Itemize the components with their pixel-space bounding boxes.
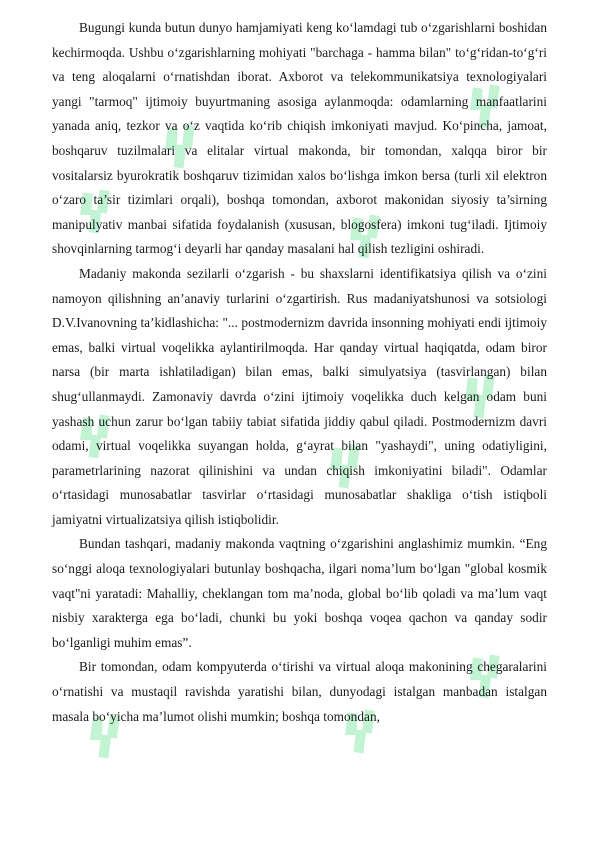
paragraph: Madaniy makonda sezilarli o‘zgarish - bu shaxslarni identifikatsiya qilish va o‘zini namoyon qilishning an’anaviy turlarini o‘zgartirish. Rus madaniyatshunosi va sotsiologi D.V.Ivanovning ta’kidlashicha: "... postmodernizm davrida insonning mohiyati endi ijtimoiy emas, balki virtual voqelikka aylantirilmoqda. Har qanday virtual haqiqatda, odam biror narsa (bir marta ishlatiladigan) bilan emas, balki simulyatsiya (tasvirlangan) bilan shug‘ullanmaydi. Zamonaviy davrda o‘zini ijtimoiy voqelikka duch kelgan odam buni yashash uchun zarur bo‘lgan tabiiy tabiat sifatida jiddiy qabul qiladi. Postmodernizm davri odami, virtual voqelikka suyangan holda, g‘ayrat bilan "yashaydi", uning odatiyligini, parametrlarining nazorat qilinishini va undan chiqish imkoniyatini biladi". Odamlar o‘rtasidagi munosabatlar tasvirlar o‘rtasidagi munosabatlar shakliga o‘tish istiqboli jamiyatni virtualizatsiya qilish istiqbolidir. <box>52 265 547 527</box>
paragraph: Bundan tashqari, madaniy makonda vaqtning o‘zgarishini anglashimiz mumkin. “Eng so‘nggi aloqa texnologiyalari butunlay boshqacha, ilgari noma’lum bo‘lgan "global kosmik vaqt"ni yaratadi: Mahalliy, cheklangan tom ma’noda, global bo‘lib qoladi va ma’lum vaqt nisbiy xarakterga ega bo‘ladi, chunki bu yoki boshqa voqea qachon va qanday sodir bo‘lganligi muhim emas”. <box>52 536 547 650</box>
paragraph: Bir tomondan, odam kompyuterda o‘tirishi va virtual aloqa makonining chegaralarini o‘rnatishi va mustaqil ravishda yaratishi bilan, dunyodagi istalgan manbadan istalgan masala bo‘yicha ma’lumot olishi mumkin; boshqa tomondan, <box>52 659 547 724</box>
paragraph: Bugungi kunda butun dunyo hamjamiyati keng ko‘lamdagi tub o‘zgarishlarni boshidan kechirmoqda. Ushbu o‘zgarishlarning mohiyati "barchaga - hamma bilan" to‘g‘ridan-to‘g‘ri va teng aloqalarni o‘rnatishdan iborat. Axborot va telekommunikatsiya texnologiyalari yangi "tarmoq" ijtimoiy buyurtmaning asosiga aylanmoqda: odamlarning manfaatlarini yanada aniq, tezkor va o‘z vaqtida ko‘rib chiqish imkoniyati mavjud. Ko‘pincha, jamoat, boshqaruv tuzilmalari va elitalar virtual makonda, bir tomondan, xalqqa biror bir vositalarsiz byurokratik boshqaruv tizimidan xalos bo‘lishga imkon bersa (turli xil elektron o‘zaro ta’sir tizimlari orqali), boshqa tomondan, axborot makonidan siyosiy ta’sirning manipulyativ manbai sifatida foydalanish (xususan, blogosfera) imkoni tug‘iladi. Ijtimoiy shovqinlarning tarmog‘i deyarli har qanday masalani hal qilish tezligini oshiradi. <box>52 20 547 257</box>
document-body <box>52 16 547 729</box>
